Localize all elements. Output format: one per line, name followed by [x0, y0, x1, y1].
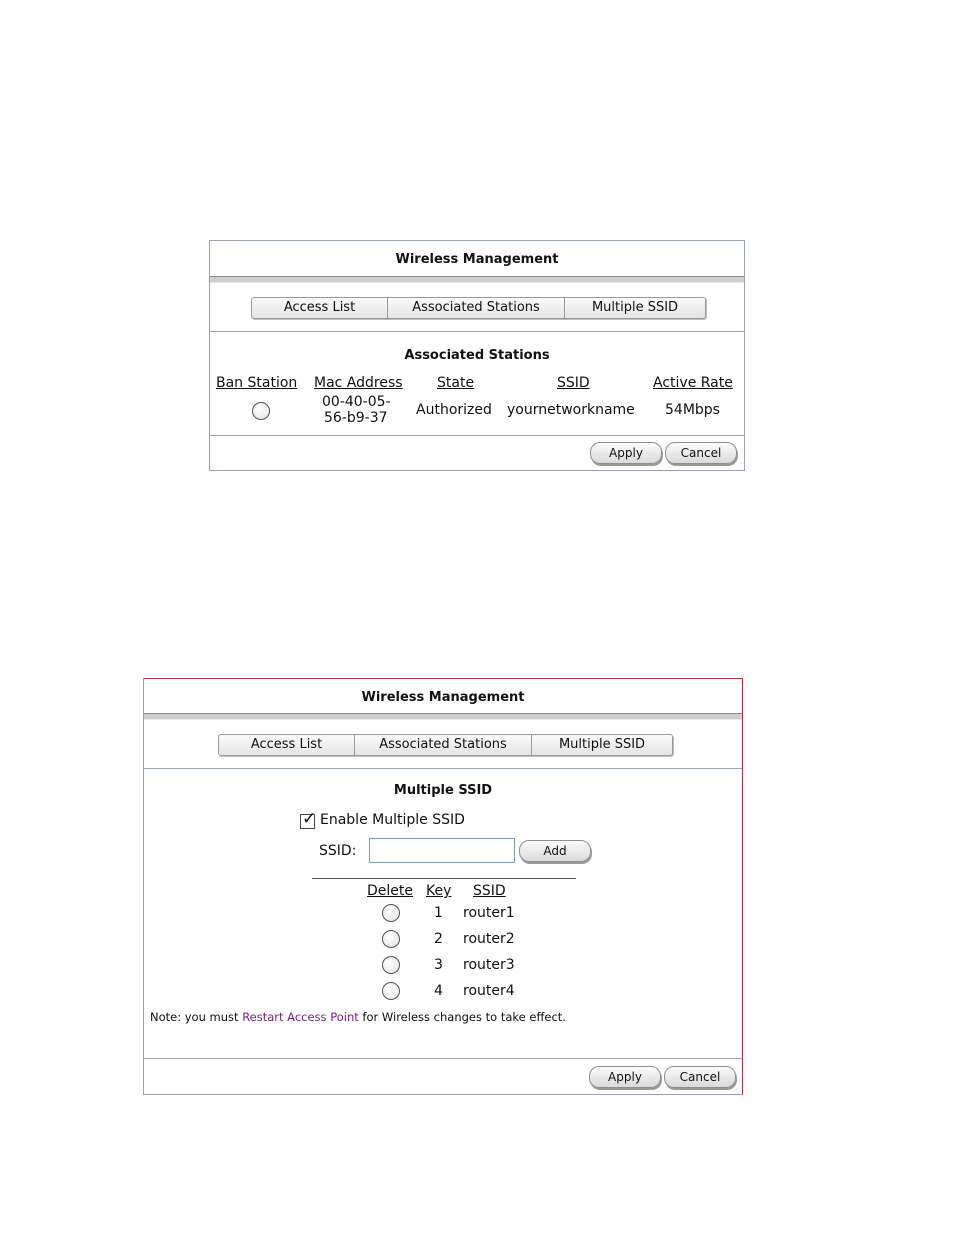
- tab-bar: [218, 734, 673, 756]
- column-header-ssid[interactable]: SSID: [557, 375, 590, 391]
- key-value: 2: [434, 931, 443, 947]
- column-header-ssid[interactable]: SSID: [473, 883, 506, 899]
- tab-associated-stations[interactable]: Associated Stations: [388, 298, 565, 318]
- wireless-management-panel-multiple-ssid: [143, 678, 743, 1095]
- ssid-value: router3: [463, 957, 515, 973]
- column-header-key[interactable]: Key: [426, 883, 452, 899]
- enable-multiple-ssid-checkbox[interactable]: [300, 809, 317, 829]
- tab-access-list[interactable]: Access List: [252, 298, 388, 318]
- delete-radio[interactable]: [382, 930, 400, 948]
- table-divider: [312, 878, 576, 879]
- tab-multiple-ssid[interactable]: Multiple SSID: [591, 300, 679, 315]
- divider: [210, 435, 744, 436]
- ssid-value: router1: [463, 905, 515, 921]
- tab-bar: [251, 297, 706, 319]
- ban-station-radio[interactable]: [252, 402, 270, 420]
- column-header-ban-station[interactable]: Ban Station: [216, 375, 298, 391]
- restart-note: [150, 1010, 566, 1024]
- ssid-field-label: SSID:: [319, 843, 357, 859]
- key-value: 3: [434, 957, 443, 973]
- section-title: Associated Stations: [404, 348, 550, 363]
- apply-button[interactable]: Apply: [590, 442, 662, 464]
- delete-radio[interactable]: [382, 956, 400, 974]
- cancel-button[interactable]: Cancel: [664, 1066, 736, 1088]
- note-suffix: for Wireless changes to take effect.: [358, 1010, 566, 1024]
- delete-radio[interactable]: [382, 904, 400, 922]
- restart-access-point-link[interactable]: Restart Access Point: [242, 1010, 359, 1024]
- divider: [144, 1058, 742, 1059]
- panel-title: Wireless Management: [395, 252, 559, 267]
- ssid-value: yournetworkname: [507, 402, 635, 418]
- mac-address-line2: 56-b9-37: [324, 410, 388, 426]
- tab-access-list[interactable]: Access List: [219, 735, 355, 755]
- checkmark-icon: ✓: [302, 809, 317, 829]
- column-header-active-rate[interactable]: Active Rate: [653, 375, 733, 391]
- column-header-mac-address[interactable]: Mac Address: [314, 375, 403, 391]
- ssid-value: router4: [463, 983, 515, 999]
- state-value: Authorized: [416, 402, 492, 418]
- wireless-management-panel-associated-stations: [209, 240, 745, 471]
- note-prefix: Note: you must: [150, 1010, 243, 1024]
- delete-radio[interactable]: [382, 982, 400, 1000]
- divider: [210, 331, 744, 332]
- enable-multiple-ssid-label: Enable Multiple SSID: [320, 812, 465, 828]
- panel-title: Wireless Management: [361, 690, 525, 705]
- section-title: Multiple SSID: [393, 783, 493, 798]
- apply-button[interactable]: Apply: [589, 1066, 661, 1088]
- active-rate-value: 54Mbps: [665, 402, 720, 418]
- key-value: 4: [434, 983, 443, 999]
- ssid-value: router2: [463, 931, 515, 947]
- add-ssid-button[interactable]: Add: [519, 840, 591, 862]
- tab-multiple-ssid[interactable]: Multiple SSID: [558, 737, 646, 752]
- column-header-state[interactable]: State: [437, 375, 475, 391]
- tab-associated-stations[interactable]: Associated Stations: [355, 735, 532, 755]
- title-divider: [210, 276, 744, 283]
- ssid-input[interactable]: [369, 838, 515, 863]
- key-value: 1: [434, 905, 443, 921]
- mac-address-line1: 00-40-05-: [322, 394, 391, 410]
- title-divider: [144, 713, 742, 720]
- divider: [144, 768, 742, 769]
- column-header-delete[interactable]: Delete: [367, 883, 413, 899]
- cancel-button[interactable]: Cancel: [665, 442, 737, 464]
